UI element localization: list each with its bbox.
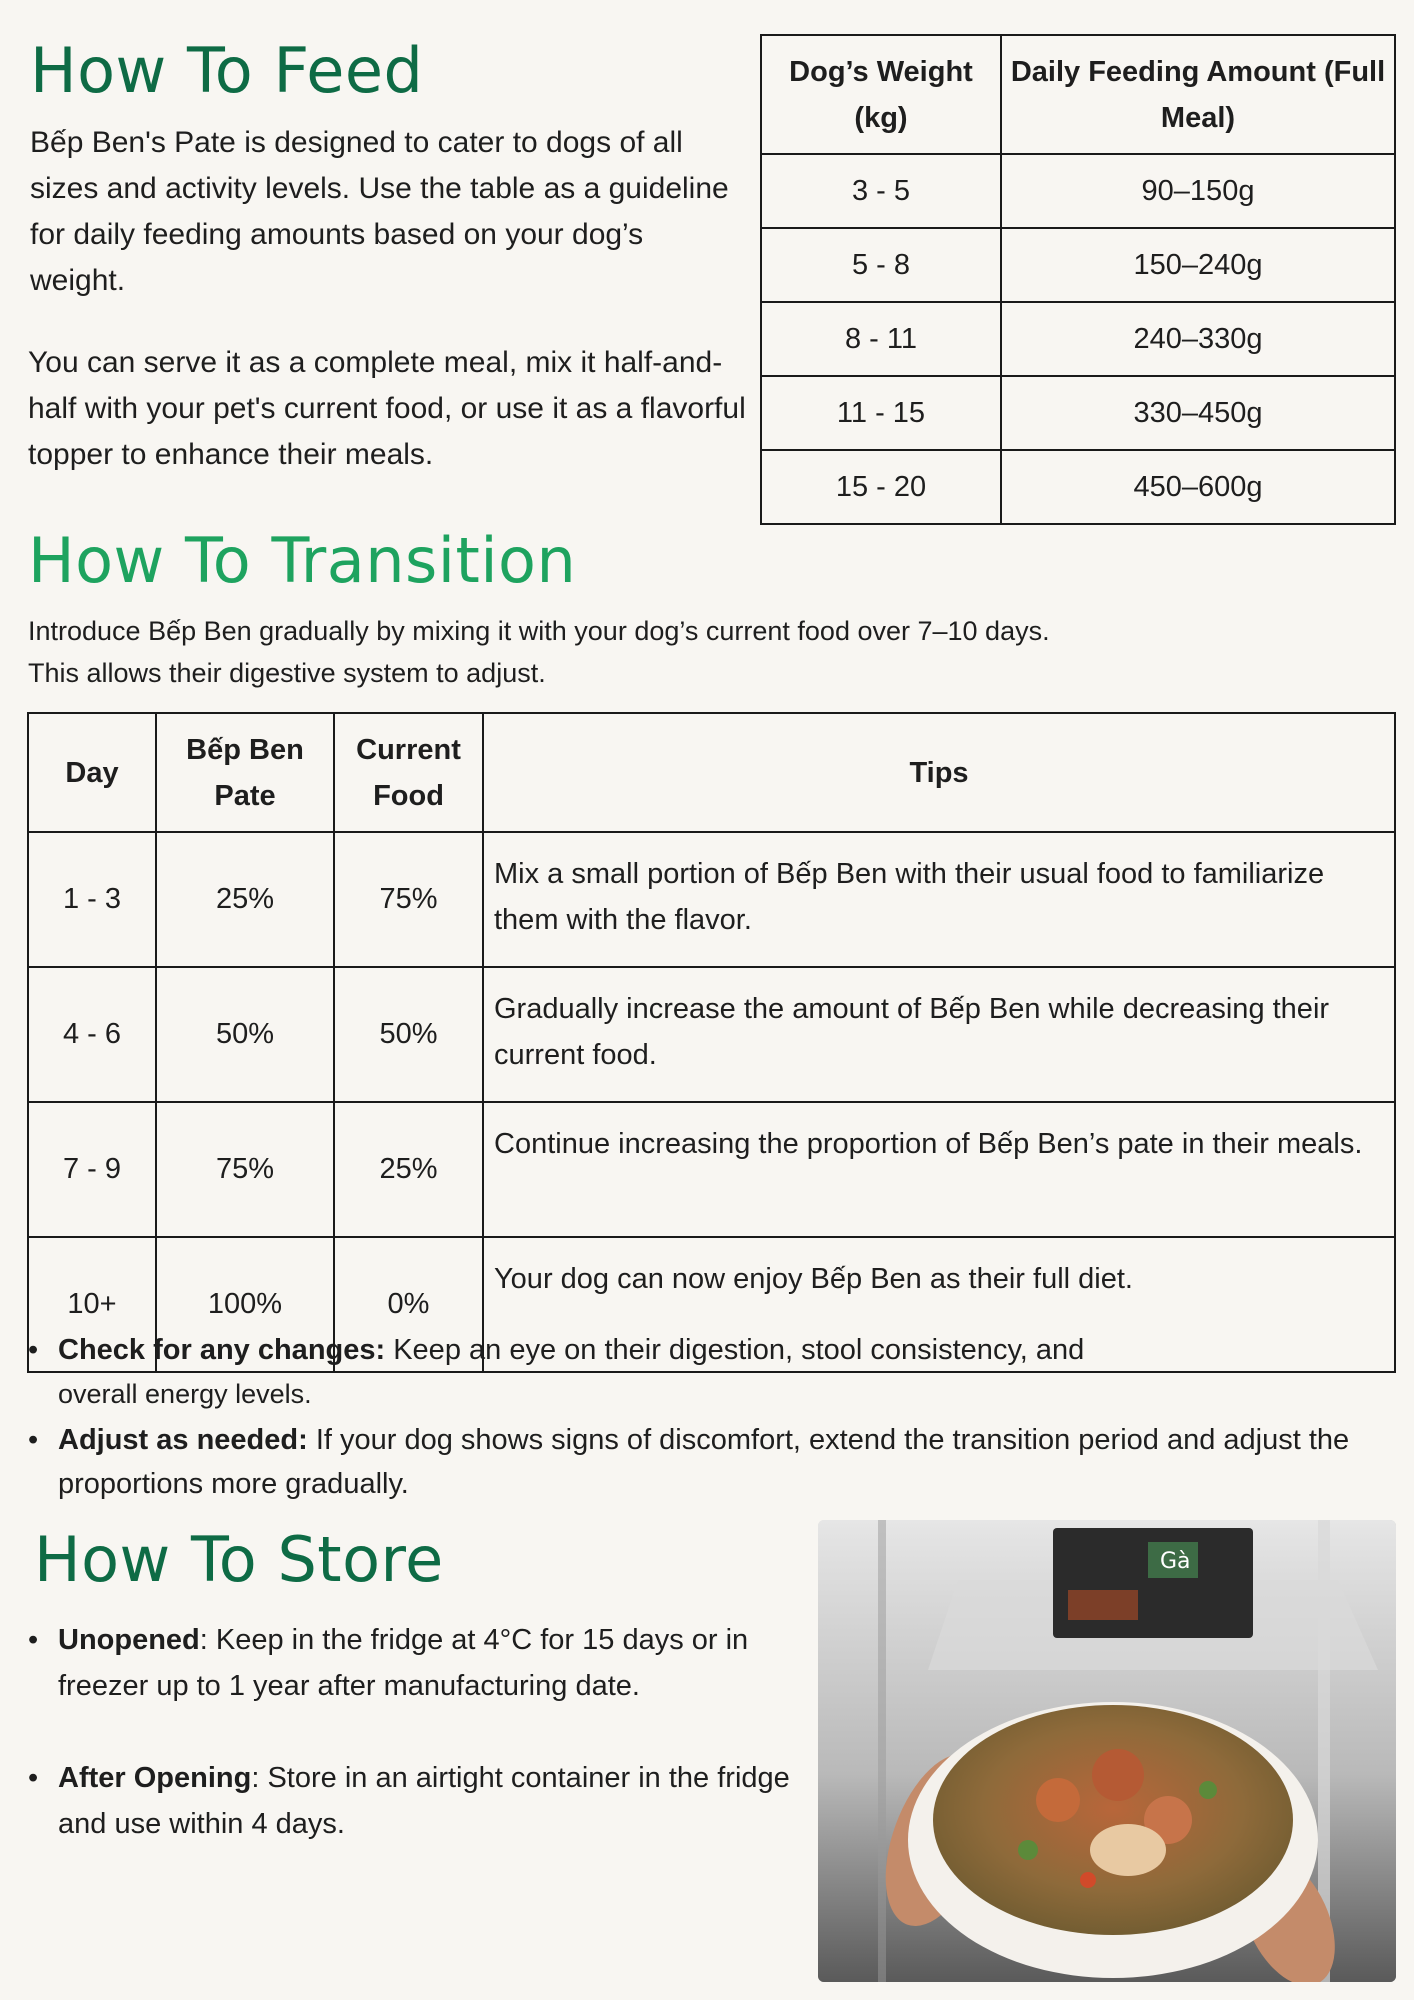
amount-cell: 240–330g <box>1001 302 1395 376</box>
table-row <box>28 832 1395 967</box>
weight-cell: 3 - 5 <box>761 154 1001 228</box>
pate-percent-cell: 25% <box>156 832 334 967</box>
feeding-table <box>760 34 1396 525</box>
bullet-text-continued: overall energy levels. <box>58 1379 312 1409</box>
table-row <box>761 154 1395 228</box>
pate-percent-cell: 100% <box>156 1237 334 1372</box>
transition-intro-line-1: Introduce Bếp Ben gradually by mixing it with your dog’s current food over 7–10 days. <box>28 616 1050 646</box>
day-header: Day <box>28 713 156 832</box>
table-row <box>761 450 1395 524</box>
weight-cell: 8 - 11 <box>761 302 1001 376</box>
list-item <box>28 1418 1368 1506</box>
current-percent-cell: 50% <box>334 967 483 1102</box>
bullet-text: If your dog shows signs of discomfort, extend the transition period and adjust the proportions more gradually. <box>58 1424 1350 1500</box>
amount-cell: 330–450g <box>1001 376 1395 450</box>
bullet-text: : Store in an airtight container in the fridge and use within 4 days. <box>58 1762 790 1840</box>
tip-cell: Your dog can now enjoy Bếp Ben as their full diet. <box>483 1237 1395 1372</box>
table-row <box>761 376 1395 450</box>
weight-cell: 15 - 20 <box>761 450 1001 524</box>
transition-table-header <box>28 713 1395 832</box>
current-percent-cell: 25% <box>334 1102 483 1237</box>
amount-cell: 150–240g <box>1001 228 1395 302</box>
tip-cell: Continue increasing the proportion of Bếp Ben’s pate in their meals. <box>483 1102 1395 1237</box>
weight-cell: 11 - 15 <box>761 376 1001 450</box>
feed-paragraph-1: Bếp Ben's Pate is designed to cater to dogs of all sizes and activity levels. Use the table as a guideline for daily feeding amounts based on your dog’s weight. <box>30 126 729 297</box>
store-list <box>28 1617 818 1893</box>
package-label: Gà <box>1160 1549 1191 1574</box>
transition-intro-line-2: This allows their digestive system to adjust. <box>28 658 546 688</box>
pate-percent-cell: 75% <box>156 1102 334 1237</box>
amount-header: Daily Feeding Amount (Full Meal) <box>1001 35 1395 154</box>
feeding-table-header <box>761 35 1395 154</box>
table-row <box>28 1102 1395 1237</box>
tips-header: Tips <box>483 713 1395 832</box>
pate-percent-cell: 50% <box>156 967 334 1102</box>
list-item <box>28 1328 1368 1416</box>
day-cell: 7 - 9 <box>28 1102 156 1237</box>
bullet-label: After Opening <box>58 1762 252 1794</box>
table-row <box>28 967 1395 1102</box>
fridge-bowl-photo <box>818 1520 1396 1982</box>
day-cell: 4 - 6 <box>28 967 156 1102</box>
list-item <box>28 1755 818 1847</box>
feed-paragraph-2: You can serve it as a complete meal, mix it half-and-half with your pet's current food, or use it as a flavorful topper to enhance their meals. <box>28 346 746 471</box>
bullet-label: Unopened <box>58 1624 200 1656</box>
list-item <box>28 1617 818 1709</box>
tip-cell: Gradually increase the amount of Bếp Ben while decreasing their current food. <box>483 967 1395 1102</box>
day-cell: 1 - 3 <box>28 832 156 967</box>
current-percent-cell: 0% <box>334 1237 483 1372</box>
current-percent-cell: 75% <box>334 832 483 967</box>
transition-tips-list <box>28 1328 1368 1508</box>
transition-table <box>27 712 1396 1373</box>
how-to-transition-title: How To Transition <box>28 524 577 597</box>
table-row <box>761 228 1395 302</box>
day-cell: 10+ <box>28 1237 156 1372</box>
tip-cell: Mix a small portion of Bếp Ben with their usual food to familiarize them with the flavor. <box>483 832 1395 967</box>
current-food-header: Current Food <box>334 713 483 832</box>
bep-ben-pate-header: Bếp Ben Pate <box>156 713 334 832</box>
amount-cell: 450–600g <box>1001 450 1395 524</box>
bullet-label: Check for any changes: <box>58 1334 386 1366</box>
weight-header: Dog’s Weight (kg) <box>761 35 1001 154</box>
how-to-store-title: How To Store <box>34 1523 444 1596</box>
table-row <box>761 302 1395 376</box>
amount-cell: 90–150g <box>1001 154 1395 228</box>
bullet-text: Keep an eye on their digestion, stool consistency, and <box>385 1334 1085 1366</box>
how-to-feed-title: How To Feed <box>30 34 424 107</box>
bullet-text: : Keep in the fridge at 4°C for 15 days or in freezer up to 1 year after manufacturing date. <box>58 1624 749 1702</box>
fridge-bowl-illustration <box>818 1520 1396 1982</box>
bullet-label: Adjust as needed: <box>58 1424 308 1456</box>
weight-cell: 5 - 8 <box>761 228 1001 302</box>
transition-intro <box>28 610 1228 694</box>
